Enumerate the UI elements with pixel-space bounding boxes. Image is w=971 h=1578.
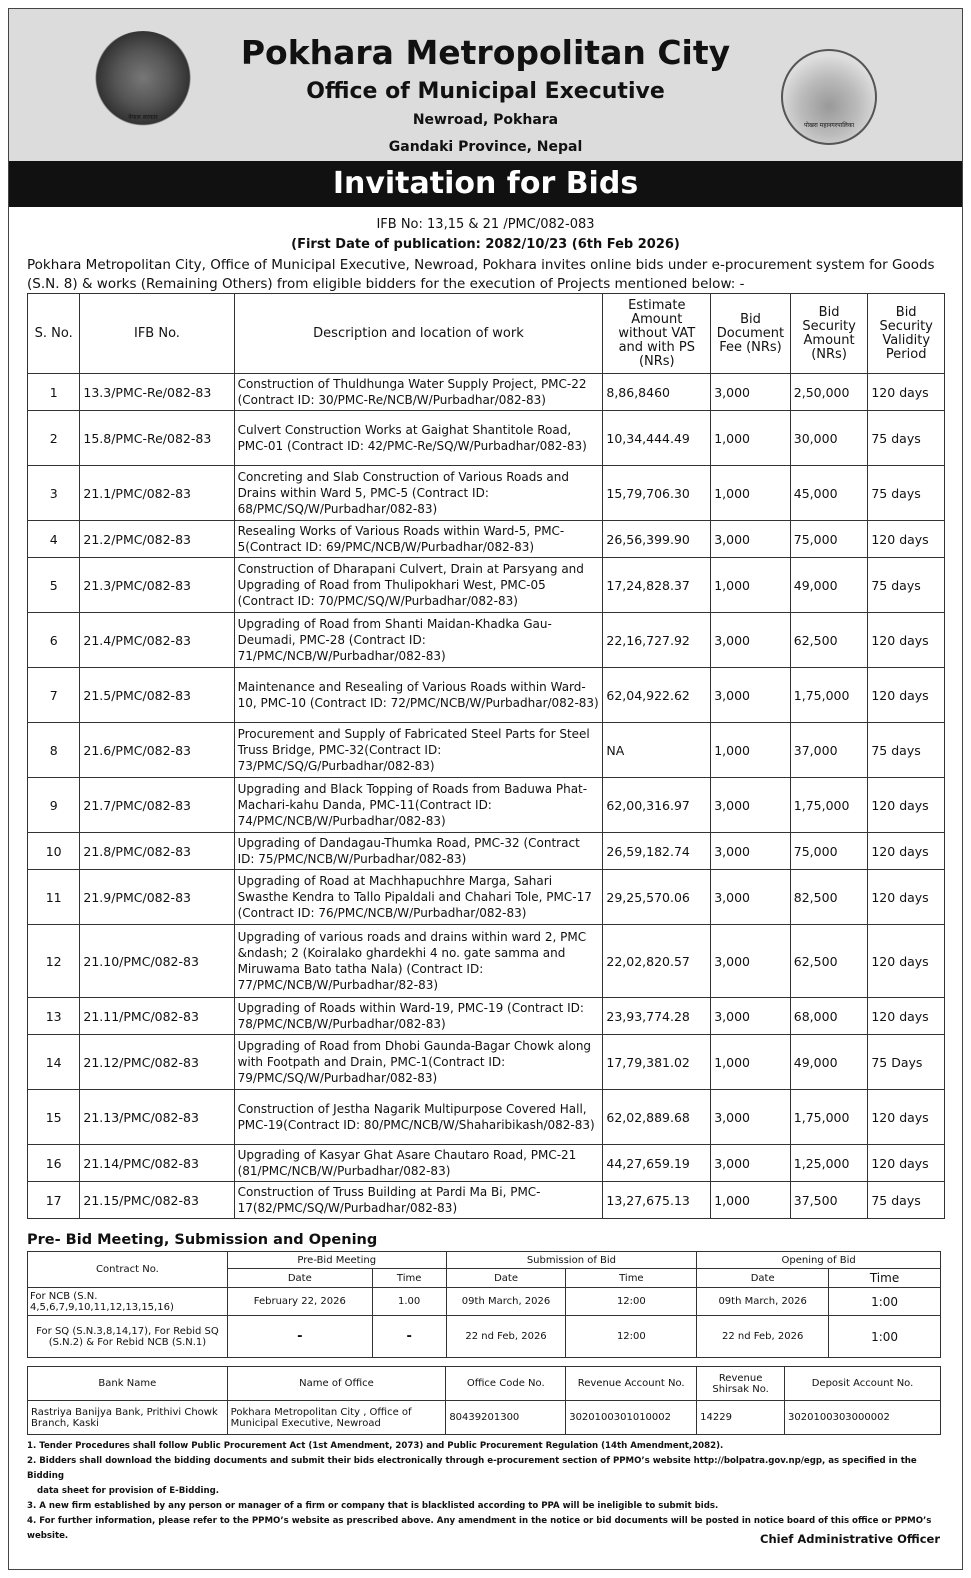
cell-security: 62,500: [790, 613, 868, 668]
cell-validity: 120 days: [868, 1145, 945, 1182]
cell-sno: 1: [28, 374, 80, 411]
cell-sno: 15: [28, 1090, 80, 1145]
revenue-account: 3020100301010002: [566, 1401, 697, 1435]
cell-security: 37,500: [790, 1182, 868, 1219]
sq-sub-time: 12:00: [566, 1316, 697, 1358]
cell-security: 1,25,000: [790, 1145, 868, 1182]
cell-estimate: 10,34,444.49: [603, 411, 711, 466]
bank-table-row: [28, 1401, 941, 1435]
cell-estimate: 22,16,727.92: [603, 613, 711, 668]
cell-sno: 13: [28, 998, 80, 1035]
opening-header: Opening of Bid: [697, 1252, 941, 1269]
note-item: 1. Tender Procedures shall follow Public Procurement Act (1st Amendment, 2073) and Public Procurement Regulation (14th Amendment,2082).: [27, 1441, 724, 1451]
cell-ifb-no: 21.10/PMC/082-83: [80, 925, 234, 998]
cell-estimate: 26,59,182.74: [603, 833, 711, 870]
cell-estimate: 62,04,922.62: [603, 668, 711, 723]
cell-doc-fee: 1,000: [711, 1035, 791, 1090]
col-estimate: Estimate Amount without VAT and with PS (NRs): [603, 294, 711, 374]
ncb-label: For NCB (S.N. 4,5,6,7,9,10,11,12,13,15,16): [28, 1288, 228, 1316]
ncb-sub-time: 12:00: [566, 1288, 697, 1316]
cell-security: 75,000: [790, 521, 868, 558]
cell-validity: 75 days: [868, 411, 945, 466]
cell-doc-fee: 1,000: [711, 558, 791, 613]
intro-paragraph: Pokhara Metropolitan City, Office of Municipal Executive, Newroad, Pokhara invites online bids under e-procurement system for Goods (S.N. 8) & works (Remaining Others) from eligible bidders for the execution of Projects mentioned below: -: [27, 257, 935, 292]
cell-sno: 14: [28, 1035, 80, 1090]
revenue-shirsak: 14229: [697, 1401, 785, 1435]
cell-validity: 75 Days: [868, 1035, 945, 1090]
cell-sno: 17: [28, 1182, 80, 1219]
cell-doc-fee: 3,000: [711, 833, 791, 870]
cell-security: 1,75,000: [790, 1090, 868, 1145]
cell-validity: 120 days: [868, 1090, 945, 1145]
cell-estimate: 17,24,828.37: [603, 558, 711, 613]
ncb-open-date: 09th March, 2026: [697, 1288, 829, 1316]
cell-doc-fee: 3,000: [711, 925, 791, 998]
office-code-header: Office Code No.: [446, 1367, 566, 1401]
cell-security: 2,50,000: [790, 374, 868, 411]
table-row: [28, 833, 945, 870]
cell-sno: 10: [28, 833, 80, 870]
col-sno: S. No.: [28, 294, 80, 374]
pre-time-header: Time: [372, 1269, 446, 1288]
col-ifb: IFB No.: [80, 294, 234, 374]
revenue-account-header: Revenue Account No.: [566, 1367, 697, 1401]
cell-sno: 2: [28, 411, 80, 466]
deposit-account-header: Deposit Account No.: [785, 1367, 941, 1401]
cell-sno: 8: [28, 723, 80, 778]
cell-doc-fee: 3,000: [711, 613, 791, 668]
cell-description: Maintenance and Resealing of Various Roads within Ward-10, PMC-10 (Contract ID: 72/PMC/NCB/W/Purbadhar/082-83): [234, 668, 603, 723]
notice-banner: Invitation for Bids: [9, 161, 962, 207]
cell-sno: 5: [28, 558, 80, 613]
cell-doc-fee: 3,000: [711, 374, 791, 411]
deposit-account: 3020100303000002: [785, 1401, 941, 1435]
note-item: data sheet for provision of E-Bidding.: [37, 1486, 219, 1496]
cell-doc-fee: 3,000: [711, 668, 791, 723]
sq-pre-time: -: [372, 1316, 446, 1358]
cell-description: Upgrading of Roads within Ward-19, PMC-19 (Contract ID: 78/PMC/NCB/W/Purbadhar/082-83): [234, 998, 603, 1035]
cell-ifb-no: 15.8/PMC-Re/082-83: [80, 411, 234, 466]
cell-ifb-no: 21.15/PMC/082-83: [80, 1182, 234, 1219]
cell-description: Construction of Dharapani Culvert, Drain at Parsyang and Upgrading of Road from Thulipokhari West, PMC-05 (Contract ID: 70/PMC/SQ/W/Purbadhar/082-83): [234, 558, 603, 613]
bank-name-header: Bank Name: [28, 1367, 228, 1401]
cell-estimate: 26,56,399.90: [603, 521, 711, 558]
cell-doc-fee: 3,000: [711, 1090, 791, 1145]
sq-label: For SQ (S.N.3,8,14,17), For Rebid SQ (S.N.2) & For Rebid NCB (S.N.1): [28, 1316, 228, 1358]
cell-sno: 4: [28, 521, 80, 558]
table-row: [28, 723, 945, 778]
bid-table: [27, 293, 945, 1219]
cell-security: 1,75,000: [790, 778, 868, 833]
cell-description: Upgrading of various roads and drains within ward 2, PMC &ndash; 2 (Koiralako ghardekhi 4 no. gate samma and Miruwama Bato tatha Nala) (Contract ID: 77/PMC/NCB/W/Purbadhar/82-83): [234, 925, 603, 998]
cell-estimate: 62,02,889.68: [603, 1090, 711, 1145]
cell-doc-fee: 1,000: [711, 411, 791, 466]
sub-time-header: Time: [566, 1269, 697, 1288]
meeting-row-sq: [28, 1316, 941, 1358]
cell-description: Procurement and Supply of Fabricated Steel Parts for Steel Truss Bridge, PMC-32(Contract ID: 73/PMC/SQ/G/Purbadhar/082-83): [234, 723, 603, 778]
cell-doc-fee: 3,000: [711, 998, 791, 1035]
cell-doc-fee: 3,000: [711, 521, 791, 558]
notice-page: [8, 8, 963, 1570]
cell-validity: 120 days: [868, 521, 945, 558]
cell-estimate: NA: [603, 723, 711, 778]
cell-security: 62,500: [790, 925, 868, 998]
cell-validity: 75 days: [868, 466, 945, 521]
cell-security: 49,000: [790, 558, 868, 613]
cell-ifb-no: 21.14/PMC/082-83: [80, 1145, 234, 1182]
city-logo-caption: पोखरा महानगरपालिका: [803, 122, 855, 129]
pre-date-header: Date: [227, 1269, 372, 1288]
publication-date: (First Date of publication: 2082/10/23 (6th Feb 2026): [291, 237, 680, 252]
cell-sno: 7: [28, 668, 80, 723]
meeting-section-title: Pre- Bid Meeting, Submission and Opening: [27, 1232, 378, 1248]
cell-description: Culvert Construction Works at Gaighat Shantitole Road, PMC-01 (Contract ID: 42/PMC-Re/SQ/W/Purbadhar/082-83): [234, 411, 603, 466]
cell-estimate: 15,79,706.30: [603, 466, 711, 521]
cell-validity: 120 days: [868, 925, 945, 998]
emblem-caption: नेपाल सरकार: [128, 114, 158, 121]
cell-security: 68,000: [790, 998, 868, 1035]
cell-doc-fee: 1,000: [711, 1182, 791, 1219]
note-item: 2. Bidders shall download the bidding documents and submit their bids electronically through e-procurement section of PPMO’s website http://bolpatra.gov.np/egp, as specified in the Bidding: [27, 1456, 917, 1481]
cell-sno: 3: [28, 466, 80, 521]
bank-table-header: [28, 1367, 941, 1401]
ncb-open-time: 1:00: [829, 1288, 941, 1316]
table-row: [28, 778, 945, 833]
sub-date-header: Date: [446, 1269, 566, 1288]
cell-description: Upgrading of Kasyar Ghat Asare Chautaro Road, PMC-21 (81/PMC/NCB/W/Purbadhar/082-83): [234, 1145, 603, 1182]
pre-bid-header: Pre-Bid Meeting: [227, 1252, 446, 1269]
table-row: [28, 613, 945, 668]
cell-doc-fee: 3,000: [711, 1145, 791, 1182]
cell-ifb-no: 21.9/PMC/082-83: [80, 870, 234, 925]
office-code: 80439201300: [446, 1401, 566, 1435]
cell-validity: 120 days: [868, 778, 945, 833]
cell-description: Resealing Works of Various Roads within Ward-5, PMC-5(Contract ID: 69/PMC/NCB/W/Purbadhar/082-83): [234, 521, 603, 558]
cell-validity: 120 days: [868, 870, 945, 925]
table-row: [28, 558, 945, 613]
office-address: Newroad, Pokhara: [412, 112, 559, 128]
sq-open-date: 22 nd Feb, 2026: [697, 1316, 829, 1358]
col-validity: Bid Security Validity Period: [868, 294, 945, 374]
cell-description: Construction of Truss Building at Pardi Ma Bi, PMC-17(82/PMC/SQ/W/Purbadhar/082-83): [234, 1182, 603, 1219]
cell-security: 45,000: [790, 466, 868, 521]
cell-estimate: 13,27,675.13: [603, 1182, 711, 1219]
cell-security: 49,000: [790, 1035, 868, 1090]
cell-ifb-no: 21.8/PMC/082-83: [80, 833, 234, 870]
cell-estimate: 29,25,570.06: [603, 870, 711, 925]
ncb-pre-date: February 22, 2026: [227, 1288, 372, 1316]
cell-security: 37,000: [790, 723, 868, 778]
office-subtitle: Office of Municipal Executive: [306, 79, 665, 104]
cell-doc-fee: 1,000: [711, 723, 791, 778]
bank-table: [27, 1366, 941, 1435]
cell-description: Concreting and Slab Construction of Various Roads and Drains within Ward 5, PMC-5 (Contract ID: 68/PMC/SQ/W/Purbadhar/082-83): [234, 466, 603, 521]
contract-no-header: Contract No.: [28, 1252, 228, 1288]
table-row: [28, 374, 945, 411]
table-row: [28, 925, 945, 998]
cell-validity: 120 days: [868, 998, 945, 1035]
note-item: 3. A new firm established by any person or manager of a firm or company that is blacklisted according to PPA will be ineligible to submit bids.: [27, 1501, 719, 1511]
cell-description: Upgrading of Road at Machhapuchhre Marga, Sahari Swasthe Kendra to Tallo Pipaldali and Chahari Tole, PMC-17 (Contract ID: 76/PMC/NCB/W/Purbadhar/082-83): [234, 870, 603, 925]
table-row: [28, 1145, 945, 1182]
cell-estimate: 17,79,381.02: [603, 1035, 711, 1090]
cell-estimate: 22,02,820.57: [603, 925, 711, 998]
cell-description: Upgrading of Road from Dhobi Gaunda-Bagar Chowk along with Footpath and Drain, PMC-1(Contract ID: 79/PMC/SQ/W/Purbadhar/082-83): [234, 1035, 603, 1090]
open-time-header: Time: [829, 1269, 941, 1288]
cell-estimate: 44,27,659.19: [603, 1145, 711, 1182]
signature-title: Chief Administrative Officer: [760, 1532, 940, 1546]
submission-header: Submission of Bid: [446, 1252, 697, 1269]
cell-ifb-no: 21.12/PMC/082-83: [80, 1035, 234, 1090]
cell-description: Upgrading of Road from Shanti Maidan-Khadka Gau-Deumadi, PMC-28 (Contract ID: 71/PMC/NCB/W/Purbadhar/082-83): [234, 613, 603, 668]
cell-validity: 75 days: [868, 558, 945, 613]
office-province: Gandaki Province, Nepal: [388, 139, 583, 155]
cell-doc-fee: 3,000: [711, 870, 791, 925]
sq-open-time: 1:00: [829, 1316, 941, 1358]
cell-security: 75,000: [790, 833, 868, 870]
cell-doc-fee: 3,000: [711, 778, 791, 833]
cell-sno: 12: [28, 925, 80, 998]
cell-ifb-no: 21.6/PMC/082-83: [80, 723, 234, 778]
notes-list: [27, 1439, 952, 1544]
cell-security: 30,000: [790, 411, 868, 466]
note-item: 4. For further information, please refer to the PPMO’s website as prescribed above. Any amendment in the notice or bid documents will be posted in notice board of this office or PPMO’s website.: [27, 1516, 932, 1541]
revenue-shirsak-header: Revenue Shirsak No.: [697, 1367, 785, 1401]
bid-table-header: [28, 294, 945, 374]
cell-ifb-no: 21.2/PMC/082-83: [80, 521, 234, 558]
table-row: [28, 1182, 945, 1219]
cell-validity: 75 days: [868, 1182, 945, 1219]
cell-description: Construction of Jestha Nagarik Multipurpose Covered Hall, PMC-19(Contract ID: 80/PMC/NCB/W/Shaharibikash/082-83): [234, 1090, 603, 1145]
cell-ifb-no: 21.13/PMC/082-83: [80, 1090, 234, 1145]
cell-validity: 75 days: [868, 723, 945, 778]
ifb-number: IFB No: 13,15 & 21 /PMC/082-083: [376, 217, 595, 232]
table-row: [28, 1090, 945, 1145]
office-name-header: Name of Office: [227, 1367, 446, 1401]
cell-sno: 11: [28, 870, 80, 925]
cell-ifb-no: 21.1/PMC/082-83: [80, 466, 234, 521]
table-row: [28, 1035, 945, 1090]
cell-validity: 120 days: [868, 613, 945, 668]
cell-ifb-no: 21.7/PMC/082-83: [80, 778, 234, 833]
cell-description: Upgrading of Dandagau-Thumka Road, PMC-32 (Contract ID: 75/PMC/NCB/W/Purbadhar/082-83): [234, 833, 603, 870]
cell-ifb-no: 21.3/PMC/082-83: [80, 558, 234, 613]
cell-validity: 120 days: [868, 668, 945, 723]
cell-ifb-no: 13.3/PMC-Re/082-83: [80, 374, 234, 411]
table-row: [28, 870, 945, 925]
table-row: [28, 466, 945, 521]
sq-sub-date: 22 nd Feb, 2026: [446, 1316, 566, 1358]
cell-sno: 6: [28, 613, 80, 668]
sq-pre-date: -: [227, 1316, 372, 1358]
office-name: Pokhara Metropolitan City , Office of Municipal Executive, Newroad: [227, 1401, 446, 1435]
cell-ifb-no: 21.11/PMC/082-83: [80, 998, 234, 1035]
ncb-sub-date: 09th March, 2026: [446, 1288, 566, 1316]
col-security: Bid Security Amount (NRs): [790, 294, 868, 374]
col-description: Description and location of work: [234, 294, 603, 374]
meeting-table: [27, 1251, 941, 1358]
cell-ifb-no: 21.5/PMC/082-83: [80, 668, 234, 723]
meeting-row-ncb: [28, 1288, 941, 1316]
table-row: [28, 998, 945, 1035]
open-date-header: Date: [697, 1269, 829, 1288]
cell-estimate: 23,93,774.28: [603, 998, 711, 1035]
cell-validity: 120 days: [868, 374, 945, 411]
col-doc-fee: Bid Document Fee (NRs): [711, 294, 791, 374]
bank-name: Rastriya Banijya Bank, Prithivi Chowk Branch, Kaski: [28, 1401, 228, 1435]
ncb-pre-time: 1.00: [372, 1288, 446, 1316]
cell-security: 82,500: [790, 870, 868, 925]
table-row: [28, 668, 945, 723]
cell-sno: 16: [28, 1145, 80, 1182]
cell-estimate: 8,86,8460: [603, 374, 711, 411]
notice-header: [9, 9, 962, 161]
cell-security: 1,75,000: [790, 668, 868, 723]
cell-description: Construction of Thuldhunga Water Supply Project, PMC-22 (Contract ID: 30/PMC-Re/NCB/W/Purbadhar/082-83): [234, 374, 603, 411]
pokhara-city-logo: [781, 49, 877, 145]
table-row: [28, 411, 945, 466]
cell-sno: 9: [28, 778, 80, 833]
office-title: Pokhara Metropolitan City: [240, 33, 731, 72]
cell-description: Upgrading and Black Topping of Roads from Baduwa Phat-Machari-kahu Danda, PMC-11(Contract ID: 74/PMC/NCB/W/Purbadhar/082-83): [234, 778, 603, 833]
cell-ifb-no: 21.4/PMC/082-83: [80, 613, 234, 668]
cell-estimate: 62,00,316.97: [603, 778, 711, 833]
cell-doc-fee: 1,000: [711, 466, 791, 521]
cell-validity: 120 days: [868, 833, 945, 870]
table-row: [28, 521, 945, 558]
